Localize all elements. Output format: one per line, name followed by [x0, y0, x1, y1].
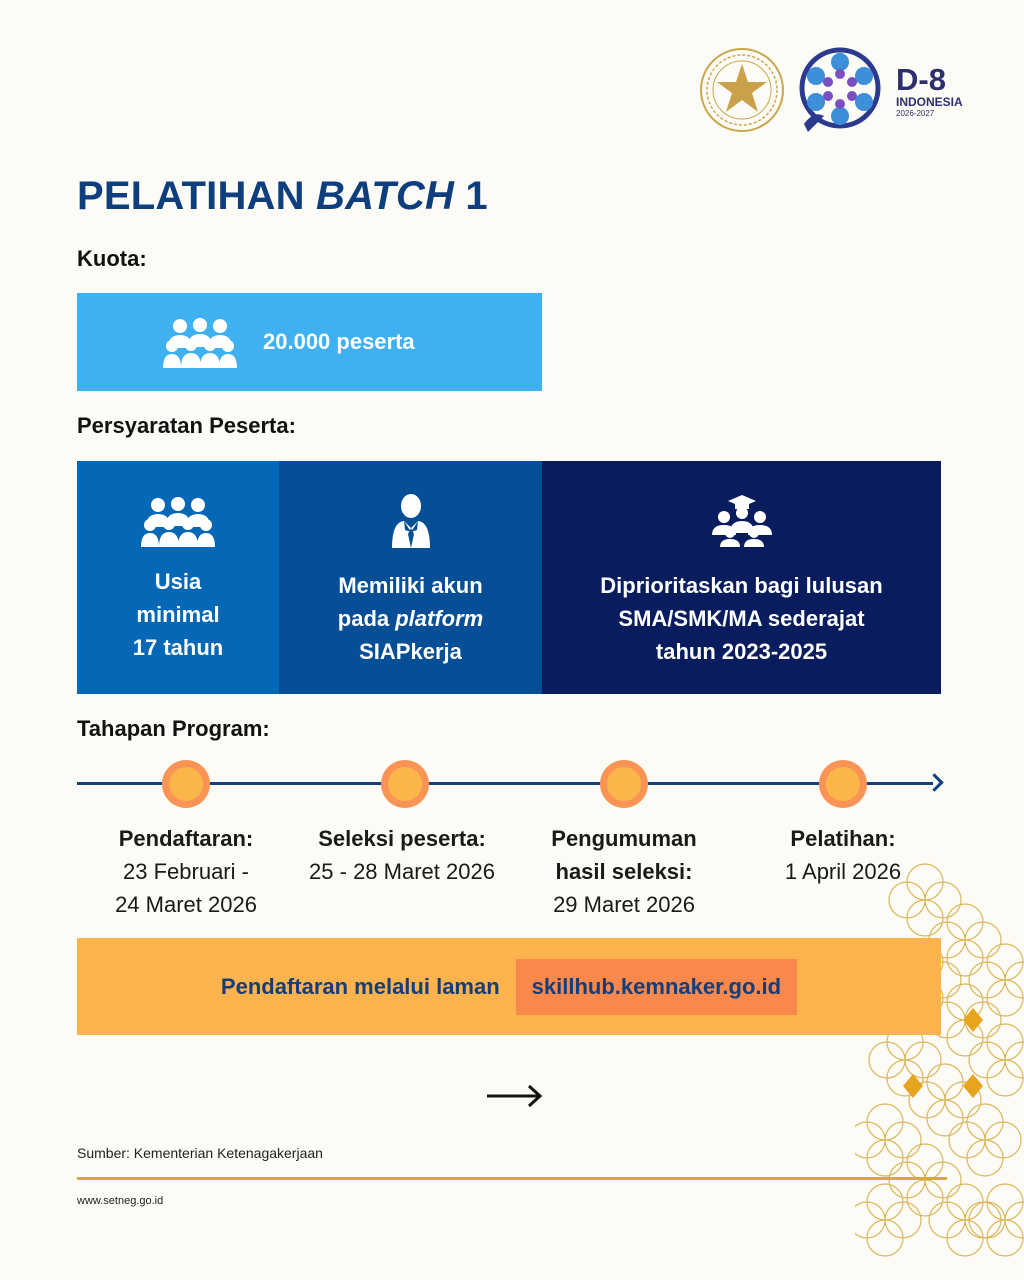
quota-label: Kuota:	[77, 246, 147, 271]
d8-country: INDONESIA	[896, 95, 963, 109]
registration-bar	[77, 938, 941, 1035]
stage-registration: Pendaftaran: 23 Februari - 24 Maret 2026	[115, 826, 257, 917]
source-text: Sumber: Kementerian Ketenagakerjaan	[77, 1145, 323, 1161]
registration-text: Pendaftaran melalui laman	[220, 973, 500, 999]
stage-announcement: Pengumuman hasil seleksi: 29 Maret 2026	[551, 826, 697, 917]
program-label: Tahapan Program:	[77, 716, 270, 741]
requirement-education-text: Diprioritaskan bagi lulusan SMA/SMK/MA sederajat tahun 2023-2025	[600, 573, 883, 664]
quota-value: 20.000 peserta	[263, 329, 415, 354]
website-text: www.setneg.go.id	[77, 1195, 164, 1207]
stage-training: Pelatihan: 1 April 2026	[784, 826, 902, 884]
timeline-dot	[162, 760, 210, 808]
d8-years: 2026-2027	[896, 109, 935, 118]
requirement-age	[77, 461, 279, 694]
ornament-pattern-icon	[855, 860, 1024, 1260]
timeline-dot	[600, 760, 648, 808]
stage-selection: Seleksi peserta: 25 - 28 Maret 2026	[309, 826, 495, 884]
timeline	[77, 756, 945, 812]
people-group-icon	[141, 495, 215, 547]
requirement-account	[279, 461, 542, 694]
person-suit-icon	[390, 494, 432, 548]
registration-link[interactable]: skillhub.kemnaker.go.id	[516, 959, 797, 1015]
requirements-row	[77, 461, 941, 694]
footer-divider	[77, 1177, 947, 1180]
garuda-star-emblem-icon	[698, 46, 786, 134]
d8-logo-text	[896, 64, 963, 119]
timeline-dot	[381, 760, 429, 808]
requirements-label: Persyaratan Peserta:	[77, 413, 296, 438]
requirement-education	[542, 461, 941, 694]
quota-box	[77, 293, 542, 391]
requirement-age-text: Usia minimal 17 tahun	[132, 569, 224, 660]
d8-logo-mark-icon	[794, 44, 886, 136]
d8-title: D-8	[896, 62, 946, 97]
timeline-dot	[819, 760, 867, 808]
graduate-group-icon	[712, 495, 772, 547]
header-logos	[698, 44, 988, 136]
timeline-arrowhead-icon	[925, 773, 943, 791]
people-group-icon	[163, 316, 237, 368]
requirement-account-text: Memiliki akun pada platform SIAPkerja	[337, 573, 484, 664]
arrow-right-icon[interactable]	[487, 1081, 543, 1111]
page-title: PELATIHAN BATCH 1	[77, 174, 488, 218]
